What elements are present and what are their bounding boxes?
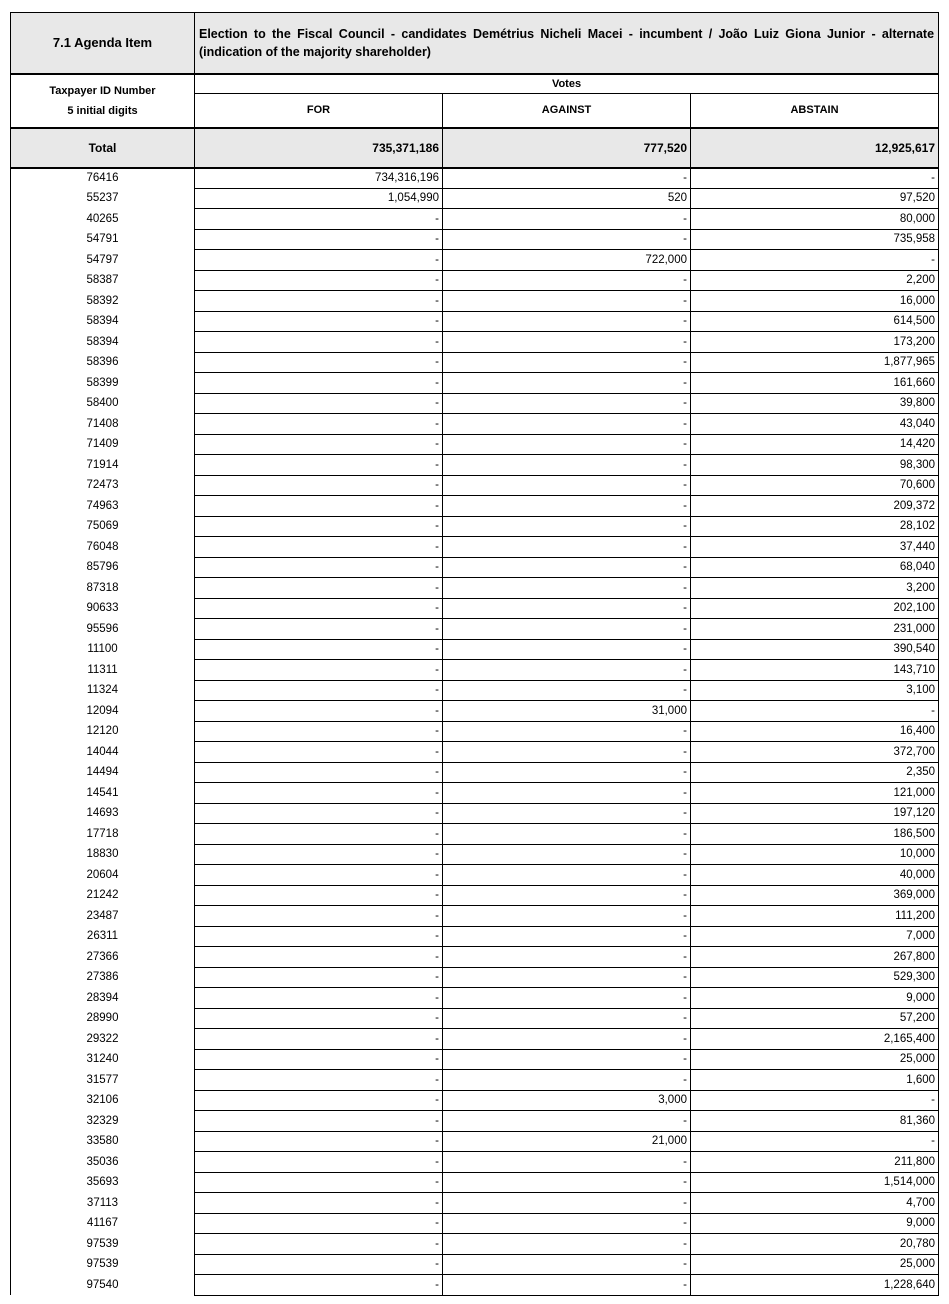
taxpayer-id-cell: 58400 xyxy=(11,393,195,414)
taxpayer-id-cell: 74963 xyxy=(11,496,195,517)
taxpayer-id-cell: 90633 xyxy=(11,598,195,619)
votes-table xyxy=(10,12,939,1296)
taxpayer-id-cell: 58394 xyxy=(11,332,195,353)
abstain-votes-cell: 121,000 xyxy=(691,783,939,804)
abstain-votes-cell: 7,000 xyxy=(691,926,939,947)
for-votes-cell: - xyxy=(195,1008,443,1029)
for-votes-cell: - xyxy=(195,803,443,824)
taxpayer-id-cell: 58394 xyxy=(11,311,195,332)
taxpayer-id-cell: 29322 xyxy=(11,1029,195,1050)
taxpayer-id-cell: 72473 xyxy=(11,475,195,496)
table-row xyxy=(11,311,939,332)
for-votes-cell: - xyxy=(195,701,443,722)
abstain-votes-cell: 97,520 xyxy=(691,188,939,209)
agenda-header-row xyxy=(11,13,939,74)
taxpayer-id-cell: 14541 xyxy=(11,783,195,804)
taxpayer-id-cell: 95596 xyxy=(11,619,195,640)
table-row xyxy=(11,229,939,250)
table-row xyxy=(11,988,939,1009)
abstain-votes-cell: 369,000 xyxy=(691,885,939,906)
abstain-votes-cell: - xyxy=(691,168,939,189)
taxpayer-id-cell: 71408 xyxy=(11,414,195,435)
table-row xyxy=(11,475,939,496)
abstain-votes-cell: 529,300 xyxy=(691,967,939,988)
for-votes-cell: - xyxy=(195,1234,443,1255)
table-row xyxy=(11,516,939,537)
taxpayer-id-cell: 58392 xyxy=(11,291,195,312)
table-row xyxy=(11,537,939,558)
abstain-votes-cell: - xyxy=(691,1131,939,1152)
abstain-votes-cell: 1,228,640 xyxy=(691,1275,939,1296)
against-votes-cell: - xyxy=(443,291,691,312)
abstain-votes-cell: 231,000 xyxy=(691,619,939,640)
abstain-votes-cell: 735,958 xyxy=(691,229,939,250)
taxpayer-id-cell: 87318 xyxy=(11,578,195,599)
taxpayer-id-cell: 55237 xyxy=(11,188,195,209)
for-votes-cell: - xyxy=(195,250,443,271)
taxpayer-id-header xyxy=(11,74,195,128)
for-votes-cell: - xyxy=(195,393,443,414)
against-votes-cell: 3,000 xyxy=(443,1090,691,1111)
against-votes-cell: - xyxy=(443,1254,691,1275)
taxpayer-id-cell: 58387 xyxy=(11,270,195,291)
against-votes-cell: - xyxy=(443,168,691,189)
taxpayer-id-cell: 76416 xyxy=(11,168,195,189)
abstain-votes-cell: 9,000 xyxy=(691,1213,939,1234)
for-votes-cell: - xyxy=(195,311,443,332)
for-votes-cell: - xyxy=(195,947,443,968)
total-row xyxy=(11,128,939,168)
against-votes-cell: - xyxy=(443,475,691,496)
abstain-votes-cell: 1,877,965 xyxy=(691,352,939,373)
abstain-votes-cell: 2,165,400 xyxy=(691,1029,939,1050)
for-votes-cell: - xyxy=(195,1152,443,1173)
for-votes-cell: - xyxy=(195,721,443,742)
abstain-votes-cell: 202,100 xyxy=(691,598,939,619)
for-votes-cell: - xyxy=(195,578,443,599)
against-votes-cell: - xyxy=(443,680,691,701)
abstain-votes-cell: 40,000 xyxy=(691,865,939,886)
total-abstain: 12,925,617 xyxy=(691,128,939,168)
against-votes-cell: - xyxy=(443,332,691,353)
taxpayer-id-cell: 32329 xyxy=(11,1111,195,1132)
abstain-votes-cell: 28,102 xyxy=(691,516,939,537)
for-votes-cell: - xyxy=(195,1254,443,1275)
agenda-item-label: 7.1 Agenda Item xyxy=(11,13,195,74)
abstain-column-header: ABSTAIN xyxy=(691,94,939,128)
taxpayer-id-cell: 33580 xyxy=(11,1131,195,1152)
taxpayer-id-cell: 71914 xyxy=(11,455,195,476)
taxpayer-id-cell: 20604 xyxy=(11,865,195,886)
abstain-votes-cell: 9,000 xyxy=(691,988,939,1009)
table-row xyxy=(11,1172,939,1193)
table-row xyxy=(11,1152,939,1173)
abstain-votes-cell: 614,500 xyxy=(691,311,939,332)
against-votes-cell: - xyxy=(443,516,691,537)
for-votes-cell: - xyxy=(195,516,443,537)
against-votes-cell: - xyxy=(443,1213,691,1234)
against-votes-cell: - xyxy=(443,393,691,414)
abstain-votes-cell: 173,200 xyxy=(691,332,939,353)
table-row xyxy=(11,824,939,845)
taxpayer-id-cell: 85796 xyxy=(11,557,195,578)
abstain-votes-cell: 10,000 xyxy=(691,844,939,865)
taxpayer-id-cell: 28990 xyxy=(11,1008,195,1029)
taxpayer-id-cell: 37113 xyxy=(11,1193,195,1214)
table-row xyxy=(11,680,939,701)
for-votes-cell: - xyxy=(195,1172,443,1193)
agenda-item-title: Election to the Fiscal Council - candidates Demétrius Nicheli Macei - incumbent / João Luiz Giona Junior - alternate (indication of the majority shareholder) xyxy=(195,13,939,74)
table-row xyxy=(11,619,939,640)
table-row xyxy=(11,557,939,578)
against-votes-cell: 520 xyxy=(443,188,691,209)
taxpayer-id-cell: 21242 xyxy=(11,885,195,906)
against-votes-cell: - xyxy=(443,1008,691,1029)
table-row xyxy=(11,742,939,763)
for-votes-cell: - xyxy=(195,926,443,947)
against-votes-cell: - xyxy=(443,352,691,373)
total-against: 777,520 xyxy=(443,128,691,168)
for-votes-cell: - xyxy=(195,639,443,660)
table-row xyxy=(11,926,939,947)
for-votes-cell: - xyxy=(195,229,443,250)
abstain-votes-cell: 267,800 xyxy=(691,947,939,968)
abstain-votes-cell: 80,000 xyxy=(691,209,939,230)
table-row xyxy=(11,721,939,742)
taxpayer-id-cell: 31240 xyxy=(11,1049,195,1070)
for-votes-cell: - xyxy=(195,414,443,435)
abstain-votes-cell: 25,000 xyxy=(691,1254,939,1275)
taxpayer-id-cell: 23487 xyxy=(11,906,195,927)
taxpayer-id-cell: 58399 xyxy=(11,373,195,394)
taxpayer-id-cell: 11324 xyxy=(11,680,195,701)
taxpayer-id-header-line2: 5 initial digits xyxy=(67,104,138,117)
taxpayer-id-cell: 18830 xyxy=(11,844,195,865)
abstain-votes-cell: 209,372 xyxy=(691,496,939,517)
table-row xyxy=(11,803,939,824)
taxpayer-id-cell: 40265 xyxy=(11,209,195,230)
abstain-votes-cell: 14,420 xyxy=(691,434,939,455)
for-votes-cell: - xyxy=(195,619,443,640)
table-row xyxy=(11,332,939,353)
for-votes-cell: - xyxy=(195,1029,443,1050)
against-votes-cell: - xyxy=(443,885,691,906)
for-votes-cell: - xyxy=(195,537,443,558)
for-votes-cell: - xyxy=(195,475,443,496)
table-row xyxy=(11,701,939,722)
against-votes-cell: - xyxy=(443,1275,691,1296)
taxpayer-id-cell: 35693 xyxy=(11,1172,195,1193)
against-votes-cell: - xyxy=(443,844,691,865)
for-votes-cell: - xyxy=(195,660,443,681)
against-votes-cell: - xyxy=(443,803,691,824)
table-row xyxy=(11,168,939,189)
against-votes-cell: - xyxy=(443,1172,691,1193)
table-row xyxy=(11,762,939,783)
for-votes-cell: - xyxy=(195,742,443,763)
for-votes-cell: - xyxy=(195,373,443,394)
table-row xyxy=(11,352,939,373)
against-votes-cell: - xyxy=(443,639,691,660)
against-votes-cell: - xyxy=(443,311,691,332)
total-for: 735,371,186 xyxy=(195,128,443,168)
table-row xyxy=(11,1234,939,1255)
data-rows xyxy=(11,168,939,1296)
against-votes-cell: - xyxy=(443,1193,691,1214)
against-votes-cell: - xyxy=(443,721,691,742)
against-votes-cell: 31,000 xyxy=(443,701,691,722)
abstain-votes-cell: 20,780 xyxy=(691,1234,939,1255)
abstain-votes-cell: 211,800 xyxy=(691,1152,939,1173)
against-votes-cell: - xyxy=(443,619,691,640)
abstain-votes-cell: 43,040 xyxy=(691,414,939,435)
against-votes-cell: - xyxy=(443,1152,691,1173)
taxpayer-id-cell: 11100 xyxy=(11,639,195,660)
taxpayer-id-cell: 97540 xyxy=(11,1275,195,1296)
taxpayer-id-cell: 12120 xyxy=(11,721,195,742)
taxpayer-id-cell: 14693 xyxy=(11,803,195,824)
table-row xyxy=(11,639,939,660)
table-row xyxy=(11,414,939,435)
taxpayer-id-cell: 12094 xyxy=(11,701,195,722)
against-votes-cell: - xyxy=(443,1111,691,1132)
against-votes-cell: - xyxy=(443,926,691,947)
votes-header-row xyxy=(11,74,939,94)
table-row xyxy=(11,783,939,804)
abstain-votes-cell: 2,350 xyxy=(691,762,939,783)
table-row xyxy=(11,844,939,865)
abstain-votes-cell: 372,700 xyxy=(691,742,939,763)
table-row xyxy=(11,865,939,886)
against-votes-cell: - xyxy=(443,1049,691,1070)
against-votes-cell: 722,000 xyxy=(443,250,691,271)
against-votes-cell: - xyxy=(443,1070,691,1091)
taxpayer-id-cell: 31577 xyxy=(11,1070,195,1091)
for-votes-cell: - xyxy=(195,1111,443,1132)
for-votes-cell: - xyxy=(195,1275,443,1296)
for-votes-cell: - xyxy=(195,455,443,476)
table-row xyxy=(11,1193,939,1214)
table-row xyxy=(11,1029,939,1050)
table-row xyxy=(11,393,939,414)
against-votes-cell: - xyxy=(443,455,691,476)
abstain-votes-cell: 1,514,000 xyxy=(691,1172,939,1193)
table-row xyxy=(11,1131,939,1152)
table-row xyxy=(11,496,939,517)
against-votes-cell: - xyxy=(443,906,691,927)
abstain-votes-cell: - xyxy=(691,701,939,722)
against-column-header: AGAINST xyxy=(443,94,691,128)
taxpayer-id-cell: 32106 xyxy=(11,1090,195,1111)
for-votes-cell: - xyxy=(195,291,443,312)
abstain-votes-cell: 70,600 xyxy=(691,475,939,496)
against-votes-cell: - xyxy=(443,742,691,763)
taxpayer-id-cell: 17718 xyxy=(11,824,195,845)
table-row xyxy=(11,660,939,681)
against-votes-cell: - xyxy=(443,1234,691,1255)
taxpayer-id-cell: 14494 xyxy=(11,762,195,783)
abstain-votes-cell: 143,710 xyxy=(691,660,939,681)
table-row xyxy=(11,885,939,906)
against-votes-cell: - xyxy=(443,414,691,435)
abstain-votes-cell: 98,300 xyxy=(691,455,939,476)
table-row xyxy=(11,1008,939,1029)
against-votes-cell: - xyxy=(443,783,691,804)
taxpayer-id-cell: 14044 xyxy=(11,742,195,763)
abstain-votes-cell: 81,360 xyxy=(691,1111,939,1132)
for-votes-cell: - xyxy=(195,270,443,291)
against-votes-cell: - xyxy=(443,762,691,783)
taxpayer-id-cell: 58396 xyxy=(11,352,195,373)
for-votes-cell: - xyxy=(195,762,443,783)
taxpayer-id-cell: 76048 xyxy=(11,537,195,558)
taxpayer-id-header-line1: Taxpayer ID Number xyxy=(49,84,156,97)
for-votes-cell: - xyxy=(195,1070,443,1091)
abstain-votes-cell: 37,440 xyxy=(691,537,939,558)
for-votes-cell: - xyxy=(195,906,443,927)
taxpayer-id-cell: 97539 xyxy=(11,1234,195,1255)
table-row xyxy=(11,906,939,927)
against-votes-cell: - xyxy=(443,496,691,517)
for-votes-cell: - xyxy=(195,557,443,578)
abstain-votes-cell: 161,660 xyxy=(691,373,939,394)
against-votes-cell: - xyxy=(443,967,691,988)
taxpayer-id-cell: 54797 xyxy=(11,250,195,271)
table-row xyxy=(11,947,939,968)
abstain-votes-cell: 3,100 xyxy=(691,680,939,701)
against-votes-cell: - xyxy=(443,660,691,681)
abstain-votes-cell: 16,000 xyxy=(691,291,939,312)
table-row xyxy=(11,250,939,271)
table-row xyxy=(11,967,939,988)
table-row xyxy=(11,434,939,455)
for-votes-cell: - xyxy=(195,988,443,1009)
table-row xyxy=(11,1049,939,1070)
for-votes-cell: - xyxy=(195,1049,443,1070)
for-column-header: FOR xyxy=(195,94,443,128)
table-row xyxy=(11,1070,939,1091)
against-votes-cell: - xyxy=(443,537,691,558)
taxpayer-id-cell: 54791 xyxy=(11,229,195,250)
table-row xyxy=(11,373,939,394)
against-votes-cell: - xyxy=(443,865,691,886)
abstain-votes-cell: 390,540 xyxy=(691,639,939,660)
total-label: Total xyxy=(11,128,195,168)
against-votes-cell: - xyxy=(443,557,691,578)
for-votes-cell: - xyxy=(195,1090,443,1111)
taxpayer-id-cell: 27366 xyxy=(11,947,195,968)
for-votes-cell: - xyxy=(195,332,443,353)
taxpayer-id-cell: 97539 xyxy=(11,1254,195,1275)
against-votes-cell: - xyxy=(443,229,691,250)
for-votes-cell: - xyxy=(195,209,443,230)
votes-header: Votes xyxy=(195,74,939,94)
taxpayer-id-cell: 71409 xyxy=(11,434,195,455)
taxpayer-id-cell: 35036 xyxy=(11,1152,195,1173)
for-votes-cell: - xyxy=(195,1193,443,1214)
table-row xyxy=(11,209,939,230)
table-row xyxy=(11,291,939,312)
abstain-votes-cell: 111,200 xyxy=(691,906,939,927)
against-votes-cell: - xyxy=(443,824,691,845)
table-row xyxy=(11,578,939,599)
abstain-votes-cell: 1,600 xyxy=(691,1070,939,1091)
for-votes-cell: - xyxy=(195,885,443,906)
against-votes-cell: - xyxy=(443,988,691,1009)
table-row xyxy=(11,1090,939,1111)
for-votes-cell: - xyxy=(195,967,443,988)
for-votes-cell: - xyxy=(195,783,443,804)
taxpayer-id-cell: 41167 xyxy=(11,1213,195,1234)
abstain-votes-cell: 4,700 xyxy=(691,1193,939,1214)
for-votes-cell: 1,054,990 xyxy=(195,188,443,209)
taxpayer-id-cell: 75069 xyxy=(11,516,195,537)
against-votes-cell: - xyxy=(443,947,691,968)
for-votes-cell: 734,316,196 xyxy=(195,168,443,189)
for-votes-cell: - xyxy=(195,844,443,865)
against-votes-cell: - xyxy=(443,1029,691,1050)
abstain-votes-cell: 16,400 xyxy=(691,721,939,742)
for-votes-cell: - xyxy=(195,1131,443,1152)
abstain-votes-cell: 68,040 xyxy=(691,557,939,578)
against-votes-cell: - xyxy=(443,270,691,291)
against-votes-cell: - xyxy=(443,209,691,230)
abstain-votes-cell: 186,500 xyxy=(691,824,939,845)
table-row xyxy=(11,1213,939,1234)
for-votes-cell: - xyxy=(195,865,443,886)
abstain-votes-cell: - xyxy=(691,250,939,271)
table-row xyxy=(11,1275,939,1296)
against-votes-cell: 21,000 xyxy=(443,1131,691,1152)
for-votes-cell: - xyxy=(195,598,443,619)
against-votes-cell: - xyxy=(443,373,691,394)
table-row xyxy=(11,455,939,476)
taxpayer-id-cell: 26311 xyxy=(11,926,195,947)
abstain-votes-cell: 197,120 xyxy=(691,803,939,824)
abstain-votes-cell: 2,200 xyxy=(691,270,939,291)
abstain-votes-cell: - xyxy=(691,1090,939,1111)
abstain-votes-cell: 57,200 xyxy=(691,1008,939,1029)
for-votes-cell: - xyxy=(195,1213,443,1234)
for-votes-cell: - xyxy=(195,824,443,845)
for-votes-cell: - xyxy=(195,496,443,517)
for-votes-cell: - xyxy=(195,352,443,373)
against-votes-cell: - xyxy=(443,598,691,619)
taxpayer-id-cell: 28394 xyxy=(11,988,195,1009)
table-row xyxy=(11,1111,939,1132)
table-row xyxy=(11,598,939,619)
against-votes-cell: - xyxy=(443,578,691,599)
taxpayer-id-cell: 27386 xyxy=(11,967,195,988)
table-row xyxy=(11,270,939,291)
taxpayer-id-cell: 11311 xyxy=(11,660,195,681)
abstain-votes-cell: 3,200 xyxy=(691,578,939,599)
table-row xyxy=(11,188,939,209)
against-votes-cell: - xyxy=(443,434,691,455)
abstain-votes-cell: 39,800 xyxy=(691,393,939,414)
for-votes-cell: - xyxy=(195,680,443,701)
abstain-votes-cell: 25,000 xyxy=(691,1049,939,1070)
table-row xyxy=(11,1254,939,1275)
for-votes-cell: - xyxy=(195,434,443,455)
